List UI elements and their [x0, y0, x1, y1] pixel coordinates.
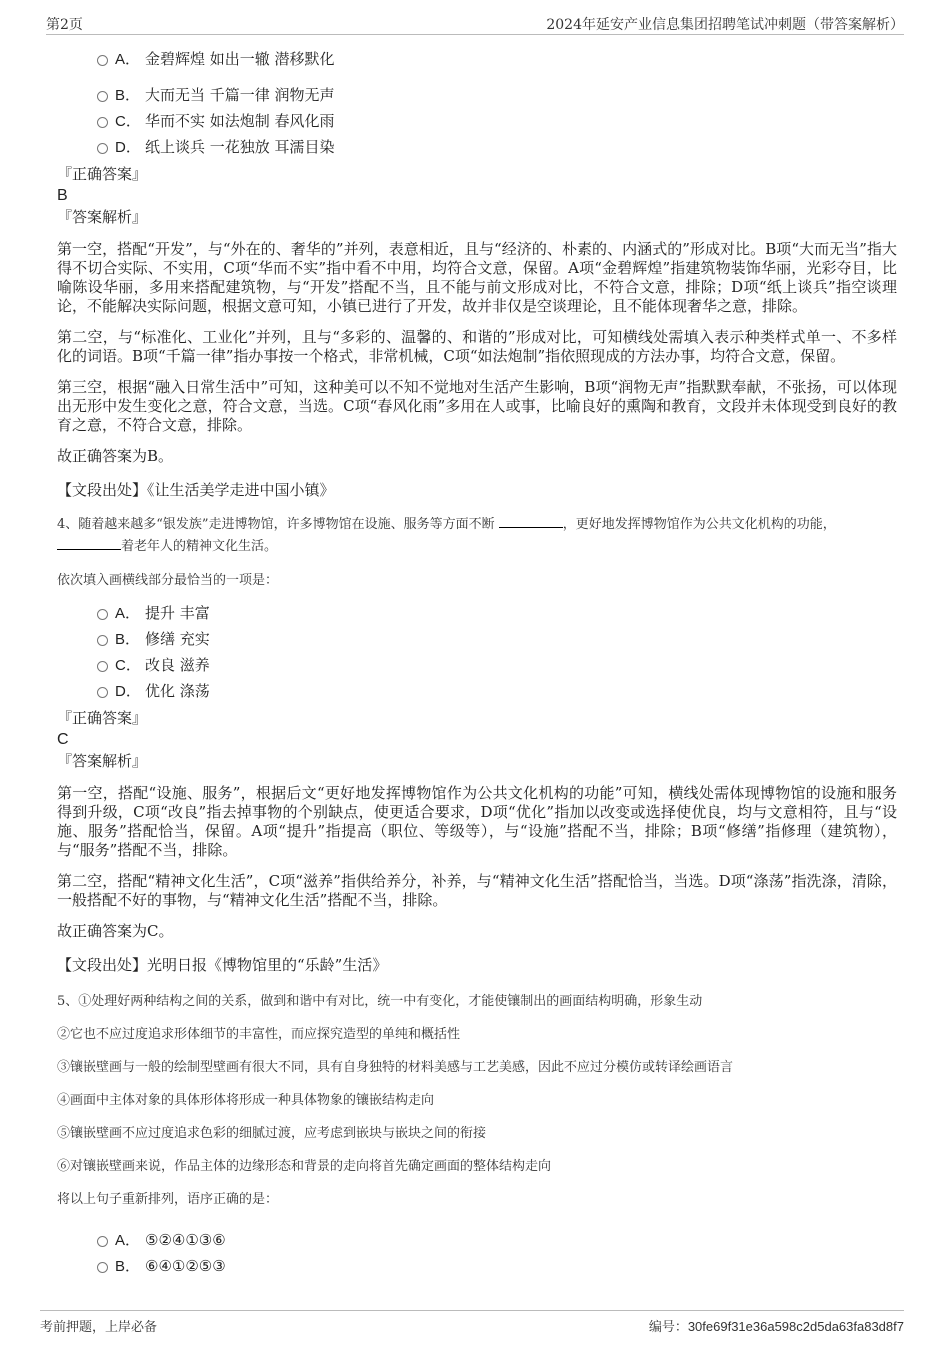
sentence-item: ④画面中主体对象的具体形体将形成一种具体物象的镶嵌结构走向 [57, 1093, 435, 1108]
analysis-label: 『答案解析』 [57, 752, 148, 770]
q4-option-c[interactable]: C． 改良 滋养 [57, 652, 897, 678]
fill-blank [499, 515, 563, 528]
radio-icon[interactable] [97, 1236, 108, 1247]
analysis-paragraph: 第一空，搭配“设施、服务”，根据后文“更好地发挥博物馆作为公共文化机构的功能”可知，横线处需体现博物馆的设施和服务得到升级，C项“改良”指去掉事物的个别缺点，使更适合要求，D项“优化”指加以改变或选择使优良，均与文意相符，且与“设施、服务”搭配恰当，保留。A项“提升”指提高（职位、等级等），与“设施”搭配不当，排除；B项“修缮”指修理（建筑物），与“服务”搭配不当，排除。 [57, 784, 897, 859]
radio-icon[interactable] [97, 1262, 108, 1273]
radio-icon[interactable] [97, 635, 108, 646]
analysis-conclusion: 故正确答案为B。 [57, 447, 174, 465]
document-code: 编号：30fe69f31e36a598c2d5da63fa83d8f7 [648, 1319, 904, 1334]
page-number: 第2页 [46, 17, 83, 33]
analysis-conclusion: 故正确答案为C。 [57, 922, 174, 940]
q5-option-b[interactable]: B． ⑥④①②⑤③ [57, 1253, 897, 1279]
q4-option-b[interactable]: B． 修缮 充实 [57, 626, 897, 652]
answer-value: C [57, 731, 69, 748]
question-prompt: 将以上句子重新排列，语序正确的是： [57, 1192, 279, 1207]
analysis-paragraph: 第一空，搭配“开发”，与“外在的、奢华的”并列，表意相近，且与“经济的、朴素的、内涵式的”形成对比。B项“大而无当”指大得不切合实际、不实用，C项“华而不实”指中看不中用，均符合文意，保留。A项“金碧辉煌”指建筑物装饰华丽，光彩夺目，比喻陈设华丽，多用来搭配建筑物，与“开发”搭配不当，且不能与前文形成对比，不符合文意，排除；D项“纸上谈兵”指空谈理论，不能解决实际问题，根据文意可知，小镇已进行了开发，故并非仅是空谈理论，且不能体现奢华之意，排除。 [57, 240, 897, 315]
radio-icon[interactable] [97, 117, 108, 128]
sentence-item: 5、①处理好两种结构之间的关系，做到和谐中有对比，统一中有变化，才能使镶制出的画面结构明确，形象生动 [57, 994, 703, 1009]
sentence-item: ⑤镶嵌壁画不应过度追求色彩的细腻过渡，应考虑到嵌块与嵌块之间的衔接 [57, 1126, 487, 1141]
source-citation: 【文段出处】《让生活美学走进中国小镇》 [57, 481, 335, 499]
q3-option-c[interactable]: C． 华而不实 如法炮制 春风化雨 [57, 108, 897, 134]
radio-icon[interactable] [97, 609, 108, 620]
sentence-item: ③镶嵌壁画与一般的绘制型壁画有很大不同，具有自身独特的材料美感与工艺美感，因此不应过分模仿或转译绘画语言 [57, 1060, 734, 1075]
source-citation: 【文段出处】光明日报《博物馆里的“乐龄”生活》 [57, 956, 388, 974]
page-header [46, 12, 904, 35]
q3-option-a[interactable]: A． 金碧辉煌 如出一辙 潜移默化 [57, 46, 897, 72]
q3-option-b[interactable]: B． 大而无当 千篇一律 润物无声 [57, 82, 897, 108]
sentence-item: ②它也不应过度追求形体细节的丰富性，而应探究造型的单纯和概括性 [57, 1027, 461, 1042]
analysis-paragraph: 第二空，搭配“精神文化生活”，C项“滋养”指供给养分，补养，与“精神文化生活”搭配恰当，当选。D项“涤荡”指洗涤，清除，一般搭配不好的事物，与“精神文化生活”搭配不当，排除。 [57, 872, 897, 909]
question-prompt: 依次填入画横线部分最恰当的一项是： [57, 573, 279, 588]
answer-value: B [57, 187, 68, 204]
q4-option-a[interactable]: A． 提升 丰富 [57, 600, 897, 626]
answer-label: 『正确答案』 [57, 165, 148, 183]
analysis-paragraph: 第二空，与“标准化、工业化”并列，且与“多彩的、温馨的、和谐的”形成对比，可知横线处需填入表示种类样式单一、不多样化的词语。B项“千篇一律”指办事按一个格式，非常机械，C项“如法炮制”指依照现成的方法办事，均符合文意，保留。 [57, 328, 897, 365]
q4-option-d[interactable]: D． 优化 涤荡 [57, 678, 897, 704]
radio-icon[interactable] [97, 91, 108, 102]
radio-icon[interactable] [97, 55, 108, 66]
document-title: 2024年延安产业信息集团招聘笔试冲刺题（带答案解析） [546, 17, 904, 33]
fill-blank [57, 537, 121, 550]
q5-option-a[interactable]: A． ⑤②④①③⑥ [57, 1227, 897, 1253]
sentence-item: ⑥对镶嵌壁画来说，作品主体的边缘形态和背景的走向将首先确定画面的整体结构走向 [57, 1159, 552, 1174]
radio-icon[interactable] [97, 143, 108, 154]
question-stem: 4、随着越来越多“银发族”走进博物馆，许多博物馆在设施、服务等方面不断 ，更好地发挥博物馆作为公共文化机构的功能， 着老年人的精神文化生活。 [57, 517, 836, 554]
radio-icon[interactable] [97, 661, 108, 672]
radio-icon[interactable] [97, 687, 108, 698]
document-body [57, 44, 897, 1279]
page-footer [40, 1310, 904, 1339]
analysis-label: 『答案解析』 [57, 208, 148, 226]
q3-option-d[interactable]: D． 纸上谈兵 一花独放 耳濡目染 [57, 134, 897, 160]
footer-slogan: 考前押题，上岸必备 [40, 1320, 158, 1335]
answer-label: 『正确答案』 [57, 709, 148, 727]
analysis-paragraph: 第三空，根据“融入日常生活中”可知，这种美可以不知不觉地对生活产生影响，B项“润物无声”指默默奉献，不张扬，可以体现出无形中发生变化之意，符合文意，当选。C项“春风化雨”多用在人或事，比喻良好的熏陶和教育，文段并未体现受到良好的教育之意，不符合文意，排除。 [57, 378, 897, 434]
